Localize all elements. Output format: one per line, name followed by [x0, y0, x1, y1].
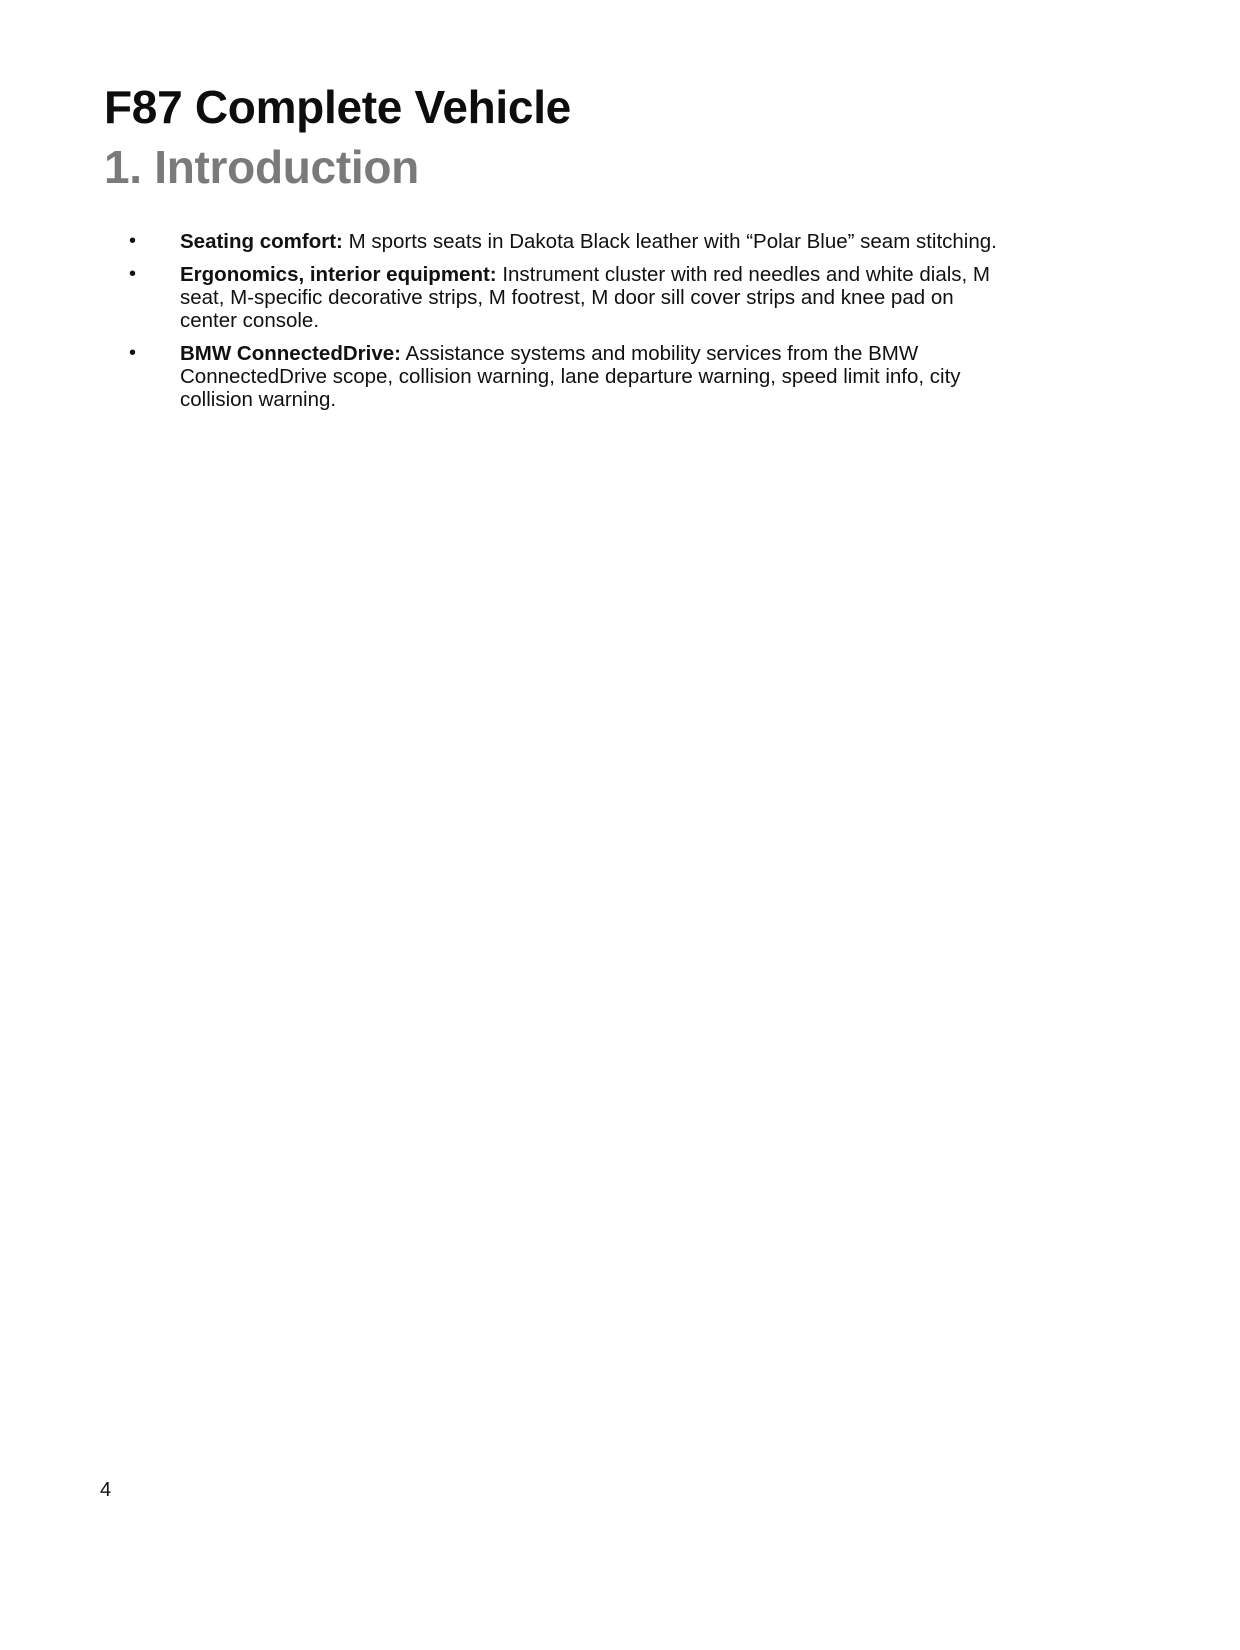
list-item-description: Assistance systems and mobility services from the BMW ConnectedDrive scope, collision warning, lane departure warning, speed limit info, city collision warning.: [180, 342, 961, 411]
list-item-text: [180, 342, 1010, 411]
list-item-term: BMW ConnectedDrive:: [180, 342, 401, 365]
list-item-term: Ergonomics, interior equipment:: [180, 263, 497, 286]
list-item-seating-comfort: [104, 230, 1064, 253]
list-item-description: M sports seats in Dakota Black leather with “Polar Blue” seam stitching.: [342, 230, 997, 253]
document-title: F87 Complete Vehicle: [104, 81, 571, 133]
feature-list: [104, 230, 1064, 421]
bullet-icon: •: [129, 230, 137, 252]
list-item-description: Instrument cluster with red needles and white dials, M seat, M-specific decorative strips, M footrest, M door sill cover strips and knee pad on center console.: [180, 263, 991, 332]
section-title: 1. Introduction: [104, 141, 419, 193]
bullet-icon: •: [129, 263, 137, 285]
list-item-text: [180, 230, 1010, 253]
list-item-text: [180, 263, 1010, 332]
list-item-term: Seating comfort:: [180, 230, 343, 253]
list-item-ergonomics: [104, 263, 1064, 332]
list-item-connecteddrive: [104, 342, 1064, 411]
page-number: 4: [100, 1479, 112, 1501]
bullet-icon: •: [129, 342, 137, 364]
